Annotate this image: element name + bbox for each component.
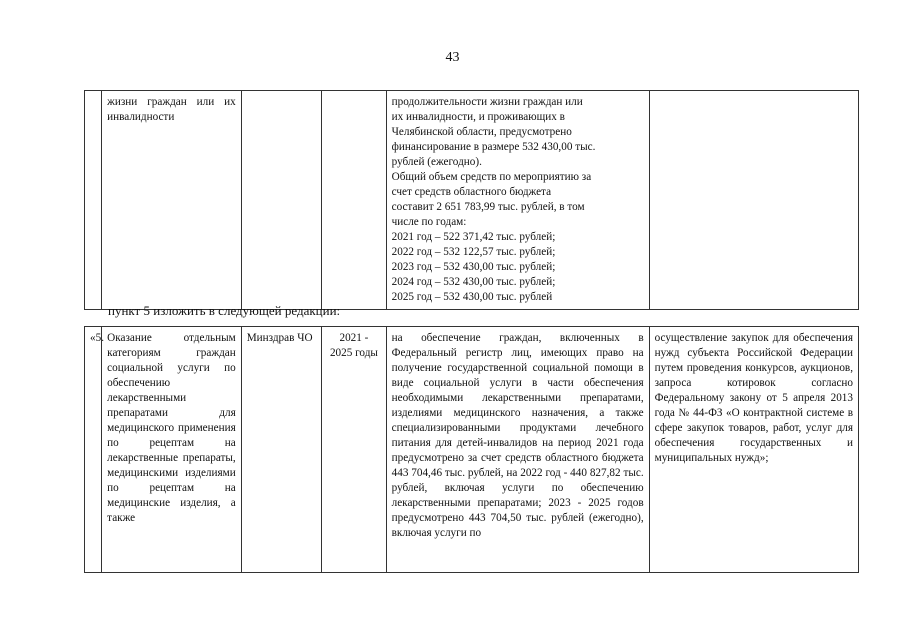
description-line: их инвалидности, и проживающих в [391,111,565,123]
table-row [85,327,859,573]
period-cell [322,91,386,310]
description-line: финансирование в размере 532 430,00 тыс. [391,141,596,153]
continuation-table [84,90,859,310]
measure-name-cell: Оказание отдельным категориям граждан социальной услуги по обеспечению лекарственными препаратами для медицинского применения по рецептам на лекарственные препараты, медицинскими изделиями по рецептам на медицинские изделия, а также [102,327,242,573]
description-line: рублей (ежегодно). [391,156,482,168]
executor-cell: Минздрав ЧО [241,327,322,573]
table-row [85,91,859,310]
measure-name-cell: жизни граждан или их инвалидности [102,91,242,310]
executor-cell [241,91,322,310]
description-line: составит 2 651 783,99 тыс. рублей, в том [391,201,585,213]
description-line: 2024 год – 532 430,00 тыс. рублей; [391,276,556,288]
description-line: числе по годам: [391,216,467,228]
description-cell [386,91,649,310]
description-line: 2021 год – 522 371,42 тыс. рублей; [391,231,556,243]
description-line: 2022 год – 532 122,57 тыс. рублей; [391,246,556,258]
description-line: Общий объем средств по мероприятию за [391,171,592,183]
period-cell: 2021 - 2025 годы [322,327,386,573]
amendment-instruction: пункт 5 изложить в следующей редакции: [108,303,341,318]
row-number-cell: «5. [85,327,102,573]
description-line: счет средств областного бюджета [391,186,552,198]
description-line: 2023 год – 532 430,00 тыс. рублей; [391,261,556,273]
amendment-table [84,326,859,573]
description-line: 2025 год – 532 430,00 тыс. рублей [391,291,553,303]
page-number: 43 [445,50,460,65]
description-line: продолжительности жизни граждан или [391,96,583,108]
notes-cell: осуществление закупок для обеспечения нужд субъекта Российской Федерации путем проведения конкурсов, аукционов, запроса котировок согласно Федеральному закону от 5 апреля 2013 года № 44-ФЗ «О контрактной системе в сфере закупок товаров, работ, услуг для обеспечения государственных и муниципальных нужд»; [649,327,858,573]
notes-cell [649,91,858,310]
description-line: Челябинской области, предусмотрено [391,126,572,138]
row-number-cell [85,91,102,310]
description-cell: на обеспечение граждан, включенных в Федеральный регистр лиц, имеющих право на получение государственной социальной помощи в виде социальной услуги в части обеспечения необходимыми лекарственными препаратами, изделиями медицинского назначения, а также специализированными продуктами лечебного питания для детей-инвалидов на период 2021 года предусмотрено за счет средств областного бюджета 443 704,46 тыс. рублей, на 2022 год - 440 827,82 тыс. рублей, включая услуги по обеспечению лекарственными препаратами; 2023 - 2025 годов предусмотрено 443 704,50 тыс. рублей (ежегодно), включая услуги по [386,327,649,573]
